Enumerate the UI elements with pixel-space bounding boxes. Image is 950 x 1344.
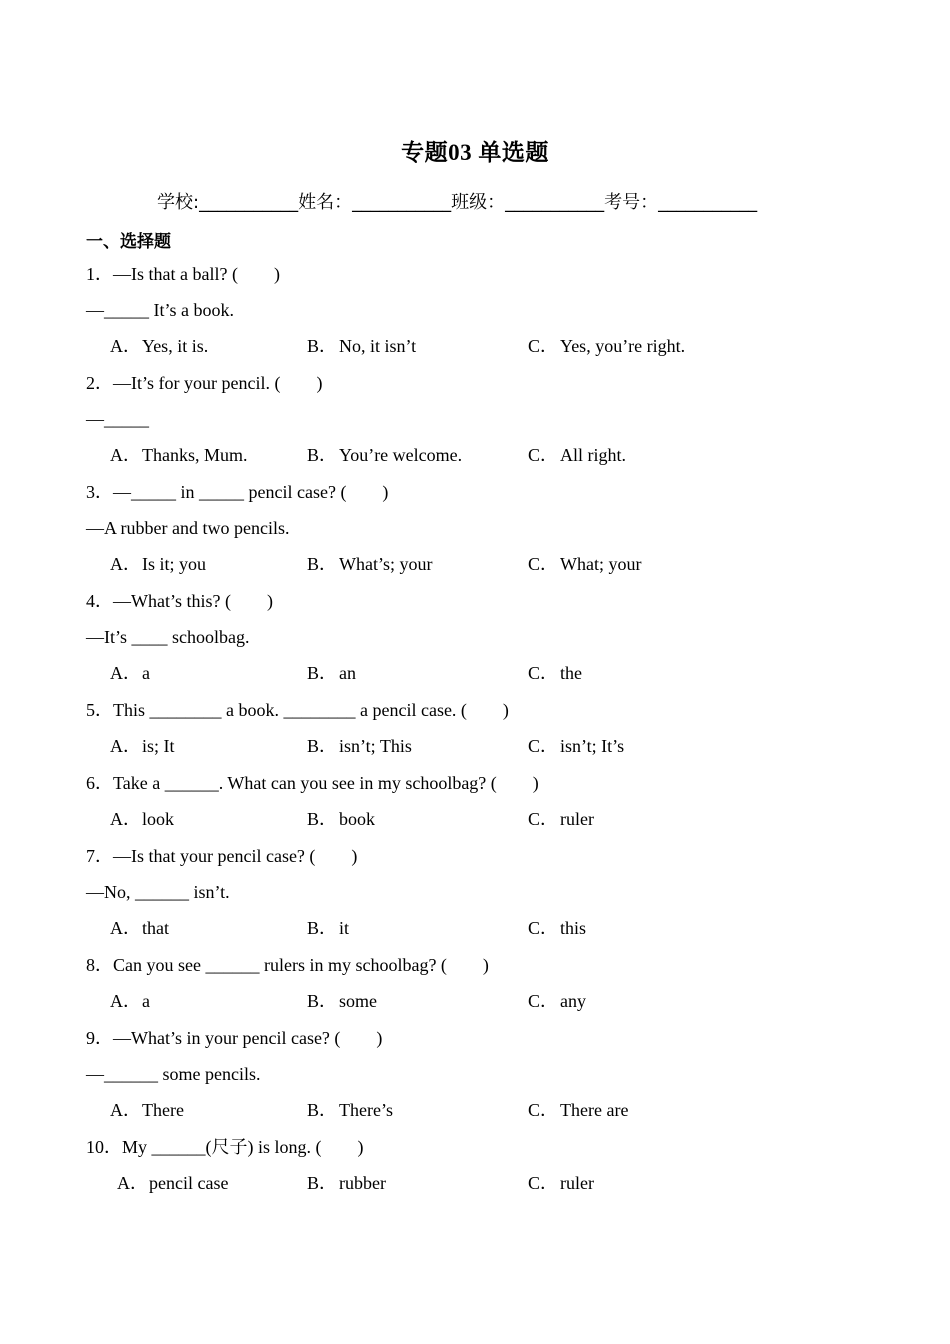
- question-5-stem: 5．This ________ a book. ________ a pencil case. ( ): [86, 700, 509, 720]
- option-letter: C．: [528, 336, 559, 356]
- option-text: pencil case: [149, 1173, 229, 1193]
- option-text: Thanks, Mum.: [142, 445, 248, 465]
- option-letter: B．: [307, 336, 338, 356]
- option-letter: C．: [528, 663, 559, 683]
- question-10-stem: 10．My ______(尺子) is long. ( ): [86, 1137, 364, 1157]
- question-9-followup: —______ some pencils.: [86, 1064, 261, 1084]
- option-text: rubber: [339, 1173, 386, 1193]
- question-5-option-b[interactable]: [307, 734, 412, 758]
- exam-number-field[interactable]: 考号：___________: [604, 192, 758, 213]
- question-10-option-b[interactable]: [307, 1171, 386, 1195]
- question-6-stem: 6．Take a ______. What can you see in my schoolbag? ( ): [86, 773, 539, 793]
- option-letter: A．: [110, 445, 141, 465]
- option-text: a: [142, 663, 150, 683]
- option-letter: B．: [307, 1173, 338, 1193]
- option-letter: B．: [307, 554, 338, 574]
- option-letter: C．: [528, 554, 559, 574]
- option-letter: A．: [117, 1173, 148, 1193]
- option-text: ruler: [560, 1173, 594, 1193]
- question-5-option-c[interactable]: [528, 734, 624, 758]
- option-letter: C．: [528, 918, 559, 938]
- option-text: an: [339, 663, 356, 683]
- option-text: There are: [560, 1100, 629, 1120]
- question-2-option-c[interactable]: [528, 443, 626, 467]
- question-3-option-b[interactable]: [307, 552, 432, 576]
- option-text: Is it; you: [142, 554, 207, 574]
- option-text: All right.: [560, 445, 626, 465]
- option-letter: B．: [307, 991, 338, 1011]
- question-4-followup: —It’s ____ schoolbag.: [86, 627, 250, 647]
- question-1-stem: 1．—Is that a ball? ( ): [86, 264, 280, 284]
- option-letter: A．: [110, 336, 141, 356]
- option-text: this: [560, 918, 587, 938]
- question-5-option-a[interactable]: [110, 734, 175, 758]
- option-letter: B．: [307, 736, 338, 756]
- question-7-option-c[interactable]: [528, 916, 586, 940]
- option-text: There’s: [339, 1100, 393, 1120]
- question-3-option-c[interactable]: [528, 552, 641, 576]
- question-1-option-a[interactable]: [110, 334, 208, 358]
- option-text: No, it isn’t: [339, 336, 417, 356]
- option-text: a: [142, 991, 150, 1011]
- question-9-option-b[interactable]: [307, 1098, 393, 1122]
- question-7-option-a[interactable]: [110, 916, 169, 940]
- question-2-followup: —_____: [86, 409, 149, 429]
- section-heading: 一、选择题: [86, 232, 171, 252]
- option-text: any: [560, 991, 586, 1011]
- class-field[interactable]: 班级：___________: [451, 192, 605, 213]
- option-letter: C．: [528, 736, 559, 756]
- option-text: There: [142, 1100, 184, 1120]
- question-4-option-c[interactable]: [528, 661, 582, 685]
- student-info-line: [157, 188, 757, 214]
- option-text: that: [142, 918, 169, 938]
- option-letter: B．: [307, 1100, 338, 1120]
- question-8-option-b[interactable]: [307, 989, 377, 1013]
- question-4-stem: 4．—What’s this? ( ): [86, 591, 273, 611]
- option-text: You’re welcome.: [339, 445, 463, 465]
- option-text: ruler: [560, 809, 594, 829]
- question-4-option-b[interactable]: [307, 661, 356, 685]
- option-text: isn’t; This: [339, 736, 412, 756]
- option-text: it: [339, 918, 350, 938]
- option-letter: A．: [110, 554, 141, 574]
- school-field[interactable]: 学校:___________: [157, 192, 299, 213]
- question-2-option-a[interactable]: [110, 443, 248, 467]
- option-letter: A．: [110, 663, 141, 683]
- option-letter: C．: [528, 809, 559, 829]
- option-text: What’s; your: [339, 554, 433, 574]
- question-7-stem: 7．—Is that your pencil case? ( ): [86, 846, 358, 866]
- question-3-option-a[interactable]: [110, 552, 206, 576]
- question-1-followup: —_____ It’s a book.: [86, 300, 234, 320]
- option-letter: C．: [528, 1173, 559, 1193]
- option-text: book: [339, 809, 375, 829]
- name-field[interactable]: 姓名：___________: [298, 192, 452, 213]
- option-text: Yes, it is.: [142, 336, 209, 356]
- question-7-option-b[interactable]: [307, 916, 349, 940]
- question-9-option-c[interactable]: [528, 1098, 628, 1122]
- question-10-option-a[interactable]: [117, 1171, 228, 1195]
- question-8-stem: 8．Can you see ______ rulers in my schoolbag? ( ): [86, 955, 489, 975]
- option-letter: A．: [110, 1100, 141, 1120]
- option-text: the: [560, 663, 582, 683]
- question-3-stem: 3．—_____ in _____ pencil case? ( ): [86, 482, 389, 502]
- page-title: 专题03 单选题: [401, 140, 549, 165]
- option-letter: B．: [307, 809, 338, 829]
- option-letter: C．: [528, 991, 559, 1011]
- question-1-option-c[interactable]: [528, 334, 685, 358]
- option-letter: A．: [110, 736, 141, 756]
- question-8-option-c[interactable]: [528, 989, 586, 1013]
- question-7-followup: —No, ______ isn’t.: [86, 882, 230, 902]
- option-letter: C．: [528, 445, 559, 465]
- question-10-option-c[interactable]: [528, 1171, 594, 1195]
- option-letter: B．: [307, 663, 338, 683]
- option-text: isn’t; It’s: [560, 736, 625, 756]
- option-text: some: [339, 991, 377, 1011]
- question-8-option-a[interactable]: [110, 989, 150, 1013]
- question-1-option-b[interactable]: [307, 334, 416, 358]
- question-2-option-b[interactable]: [307, 443, 462, 467]
- question-3-followup: —A rubber and two pencils.: [86, 518, 290, 538]
- question-2-stem: 2．—It’s for your pencil. ( ): [86, 373, 323, 393]
- option-text: look: [142, 809, 175, 829]
- option-text: is; It: [142, 736, 175, 756]
- question-4-option-a[interactable]: [110, 661, 150, 685]
- question-6-option-c[interactable]: [528, 807, 594, 831]
- question-9-stem: 9．—What’s in your pencil case? ( ): [86, 1028, 383, 1048]
- question-6-option-b[interactable]: [307, 807, 375, 831]
- option-letter: B．: [307, 918, 338, 938]
- option-text: What; your: [560, 554, 642, 574]
- option-letter: A．: [110, 991, 141, 1011]
- question-9-option-a[interactable]: [110, 1098, 184, 1122]
- option-letter: A．: [110, 918, 141, 938]
- option-text: Yes, you’re right.: [560, 336, 686, 356]
- option-letter: B．: [307, 445, 338, 465]
- option-letter: A．: [110, 809, 141, 829]
- question-6-option-a[interactable]: [110, 807, 174, 831]
- option-letter: C．: [528, 1100, 559, 1120]
